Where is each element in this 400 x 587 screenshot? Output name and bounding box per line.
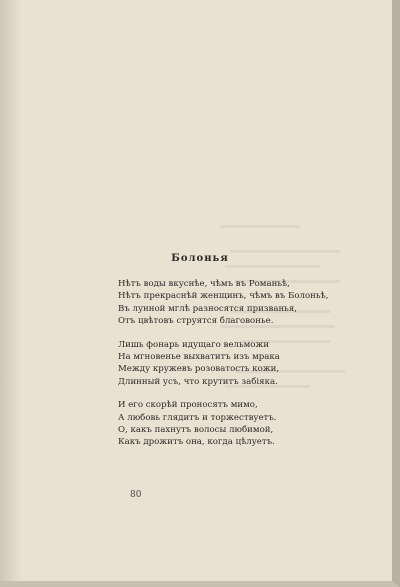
poem-line: Лишь фонарь идущаго вельможи [118, 339, 270, 350]
stanza-2 [118, 339, 358, 389]
poem-line: Длинный усъ, что крутитъ забіяка. [118, 376, 278, 387]
poem-line: И его скорѣй проносятъ мимо, [118, 400, 258, 411]
poem-line: Въ лунной мглѣ разносятся призванья, [118, 303, 298, 314]
poem-title: Болонья [171, 253, 229, 264]
poem-line: О, какъ пахнутъ волосы любимой, [118, 425, 274, 436]
poem-line: Нѣтъ воды вкуснѣе, чѣмъ въ Романьѣ, [118, 279, 290, 289]
poem-line: А любовь глядитъ и торжествуетъ. [118, 412, 277, 423]
poem-line: Нѣтъ прекраснѣй женщинъ, чѣмъ въ Болоньѣ, [118, 291, 329, 302]
poem-body [118, 278, 358, 460]
poem-line: На мгновенье выхватитъ изъ мрака [118, 352, 280, 363]
poem-line: Отъ цвѣтовъ струятся благовонье. [118, 316, 274, 327]
poem-line: Какъ дрожитъ она, когда цѣлуетъ. [118, 437, 275, 448]
poem-line: Между кружевъ розоватость кожи, [118, 364, 280, 375]
stanza-3 [118, 399, 358, 449]
stanza-1 [118, 278, 358, 328]
page-number: 80 [130, 490, 142, 500]
